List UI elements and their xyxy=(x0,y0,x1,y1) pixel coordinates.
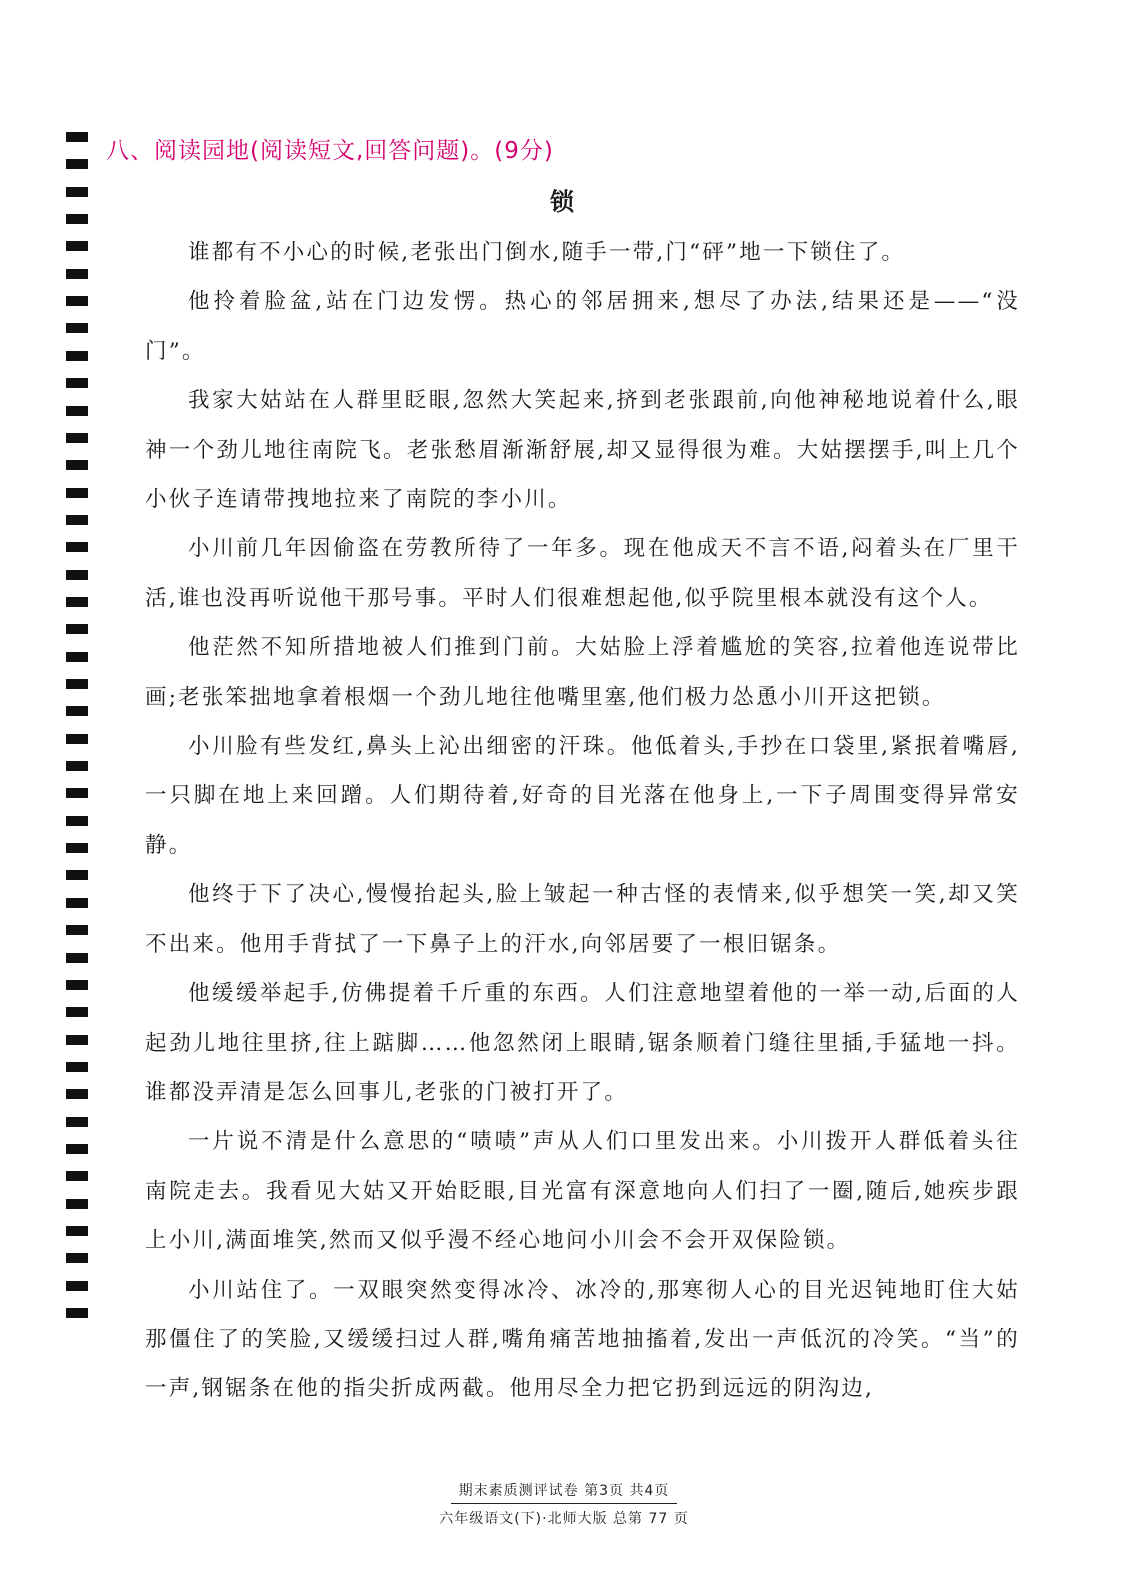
binding-mark xyxy=(66,816,88,826)
paragraph: 谁都有不小心的时候,老张出门倒水,随手一带,门“砰”地一下锁住了。 xyxy=(188,240,906,265)
binding-mark xyxy=(66,679,88,689)
binding-mark xyxy=(66,624,88,634)
binding-mark xyxy=(66,734,88,744)
paragraph: 他终于下了决心,慢慢抬起头,脸上皱起一种古怪的表情来,似乎想笑一笑,却又笑不出来。他用手背拭了一下鼻子上的汗水,向邻居要了一根旧锯条。 xyxy=(145,882,1020,957)
paragraph: 他缓缓举起手,仿佛提着千斤重的东西。人们注意地望着他的一举一动,后面的人起劲儿地往里挤,往上踮脚……他忽然闭上眼睛,锯条顺着门缝往里插,手猛地一抖。谁都没弄清是怎么回事儿,老张的门被打开了。 xyxy=(145,981,1020,1105)
footer-book-info: 六年级语文(下)·北师大版 总第 77 页 xyxy=(439,1511,689,1527)
binding-mark xyxy=(66,870,88,880)
binding-mark xyxy=(66,406,88,416)
binding-mark xyxy=(66,1253,88,1263)
binding-mark xyxy=(66,460,88,470)
paragraph: 小川前几年因偷盗在劳教所待了一年多。现在他成天不言不语,闷着头在厂里干活,谁也没再听说他干那号事。平时人们很难想起他,似乎院里根本就没有这个人。 xyxy=(145,536,1020,611)
binding-mark xyxy=(66,652,88,662)
binding-mark xyxy=(66,1089,88,1099)
binding-mark xyxy=(66,925,88,935)
paragraph: 一片说不清是什么意思的“啧啧”声从人们口里发出来。小川拨开人群低着头往南院走去。我看见大姑又开始眨眼,目光富有深意地向人们扫了一圈,随后,她疾步跟上小川,满面堆笑,然而又似乎漫不经心地问小川会不会开双保险锁。 xyxy=(145,1129,1020,1254)
binding-mark xyxy=(66,597,88,607)
paragraph: 我家大姑站在人群里眨眼,忽然大笑起来,挤到老张跟前,向他神秘地说着什么,眼神一个劲儿地往南院飞。老张愁眉渐渐舒展,却又显得很为难。大姑摆摆手,叫上几个小伙子连请带拽地拉来了南院的李小川。 xyxy=(145,388,1020,513)
binding-mark xyxy=(66,1171,88,1181)
section-title: 八、阅读园地(阅读短文,回答问题)。(9分) xyxy=(106,138,554,164)
binding-mark xyxy=(66,1062,88,1072)
binding-mark xyxy=(66,898,88,908)
binding-mark xyxy=(66,1226,88,1236)
binding-mark xyxy=(66,788,88,798)
binding-mark xyxy=(66,269,88,279)
binding-mark xyxy=(66,241,88,251)
binding-mark xyxy=(66,1007,88,1017)
binding-mark xyxy=(66,159,88,169)
paragraph: 他茫然不知所措地被人们推到门前。大姑脸上浮着尴尬的笑容,拉着他连说带比画;老张笨拙地拿着根烟一个劲儿地往他嘴里塞,他们极力怂恿小川开这把锁。 xyxy=(145,635,1020,710)
page-footer xyxy=(0,1480,1128,1528)
binding-mark xyxy=(66,323,88,333)
paragraph: 他拎着脸盆,站在门边发愣。热心的邻居拥来,想尽了办法,结果还是——“没门”。 xyxy=(145,289,1020,364)
binding-mark xyxy=(66,1144,88,1154)
article-title: 锁 xyxy=(550,187,578,216)
paragraph: 小川站住了。一双眼突然变得冰冷、冰冷的,那寒彻人心的目光迟钝地盯住大姑那僵住了的笑脸,又缓缓扫过人群,嘴角痛苦地抽搐着,发出一声低沉的冷笑。“当”的一声,钢锯条在他的指尖折成两截。他用尽全力把它扔到远远的阴沟边, xyxy=(145,1277,1020,1402)
binding-mark xyxy=(66,570,88,580)
binding-mark xyxy=(66,433,88,443)
binding-mark xyxy=(66,843,88,853)
paragraph: 小川脸有些发红,鼻头上沁出细密的汗珠。他低着头,手抄在口袋里,紧抿着嘴唇,一只脚在地上来回蹭。人们期待着,好奇的目光落在他身上,一下子周围变得异常安静。 xyxy=(145,734,1020,858)
binding-mark xyxy=(66,378,88,388)
binding-mark xyxy=(66,1308,88,1318)
binding-mark xyxy=(66,1035,88,1045)
binding-mark xyxy=(66,296,88,306)
binding-mark xyxy=(66,351,88,361)
binding-mark xyxy=(66,980,88,990)
binding-mark xyxy=(66,132,88,142)
binding-mark xyxy=(66,953,88,963)
binding-mark xyxy=(66,515,88,525)
article-body xyxy=(145,228,1020,1414)
binding-mark xyxy=(66,761,88,771)
binding-mark xyxy=(66,488,88,498)
binding-mark xyxy=(66,1199,88,1209)
binding-mark xyxy=(66,542,88,552)
binding-mark xyxy=(66,706,88,716)
footer-page-info: 期末素质测评试卷 第3页 共4页 xyxy=(451,1480,678,1504)
binding-mark xyxy=(66,1281,88,1291)
binding-mark xyxy=(66,1117,88,1127)
